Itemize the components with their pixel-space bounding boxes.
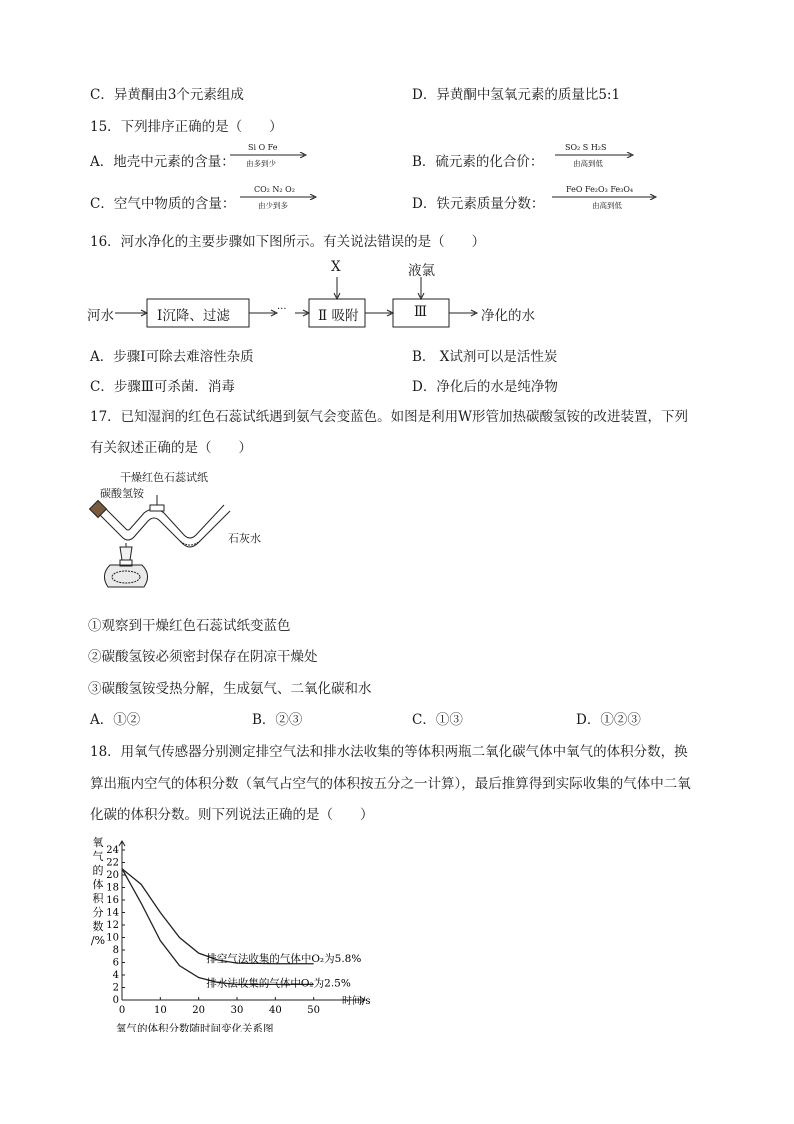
y-axis-label-char: 分 bbox=[92, 906, 104, 919]
y-tick-label: 18 bbox=[106, 882, 119, 894]
y-axis-label-char: 积 bbox=[92, 892, 104, 905]
q15-option-d bbox=[412, 192, 544, 212]
chart-svg bbox=[86, 832, 386, 1032]
flow-step3: Ⅲ bbox=[414, 304, 428, 320]
flow-reagent-cl: 液氯 bbox=[408, 263, 435, 279]
y-axis-label-char: /% bbox=[90, 934, 106, 947]
q15-a-order: 由多到少 bbox=[246, 159, 276, 168]
series-label-2: 排水法收集的气体中O₂为2.5% bbox=[206, 977, 351, 990]
x-tick-label: 40 bbox=[268, 1005, 282, 1016]
y-tick-label: 2 bbox=[112, 982, 119, 994]
q17-option-d: D．①②③ bbox=[576, 712, 641, 728]
fig-label-salt: 碳酸氢铵 bbox=[100, 487, 144, 500]
y-tick-label: 10 bbox=[106, 932, 119, 944]
q16-option-d: D．净化后的水是纯净物 bbox=[412, 379, 558, 395]
q15-c-items: CO₂ N₂ O₂ bbox=[254, 185, 295, 194]
oxygen-chart bbox=[86, 832, 386, 1032]
q18-stem-line2: 算出瓶内空气的体积分数（氧气占空气的体积按五分之一计算），最后推算得到实际收集的气体中二氧 bbox=[90, 776, 691, 792]
q15-option-b-arrow bbox=[555, 143, 637, 169]
q17-statement-1: ①观察到干燥红色石蕊试纸变蓝色 bbox=[88, 618, 291, 634]
y-tick-label: 20 bbox=[106, 870, 119, 881]
fig-label-limewater: 石灰水 bbox=[228, 532, 261, 545]
chart-title: 氧气的体积分数随时间变化关系图 bbox=[116, 1023, 274, 1032]
q15-option-d-arrow bbox=[552, 185, 660, 211]
y-tick-label: 14 bbox=[106, 907, 119, 919]
q15-d-order: 由高到低 bbox=[592, 201, 622, 210]
series-label-1: 排空气法收集的气体中O₂为5.8% bbox=[206, 952, 362, 965]
q17-statement-2: ②碳酸氢铵必须密封保存在阴凉干燥处 bbox=[88, 649, 318, 665]
flow-step1: Ⅰ沉降、过滤 bbox=[157, 308, 230, 324]
fig-label-paper: 干燥红色石蕊试纸 bbox=[120, 471, 208, 484]
series-line-1 bbox=[122, 869, 314, 964]
q15-c-order: 由少到多 bbox=[258, 201, 288, 210]
y-tick-label: 0 bbox=[112, 995, 119, 1006]
q14-option-d: D．异黄酮中氢氧元素的质量比5:1 bbox=[412, 87, 621, 103]
q15-option-a-label: A．地壳中元素的含量： bbox=[90, 154, 235, 170]
q17-stem-line1: 17．已知湿润的红色石蕊试纸遇到氨气会变蓝色。如图是利用W形管加热碳酸氢铵的改进装置，下列 bbox=[90, 409, 689, 425]
y-tick-label: 22 bbox=[106, 857, 119, 869]
q15-d-items: FeO Fe₂O₃ Fe₃O₄ bbox=[566, 185, 634, 194]
y-tick-label: 12 bbox=[106, 920, 119, 931]
y-axis-label-char: 的 bbox=[92, 864, 104, 877]
q15-option-b bbox=[412, 150, 543, 170]
q17-option-a: A．①② bbox=[90, 712, 141, 728]
q17-option-c: C．①③ bbox=[412, 712, 463, 728]
y-tick-label: 8 bbox=[112, 945, 119, 956]
q15-option-a-arrow bbox=[230, 143, 310, 169]
q16-flow-diagram bbox=[85, 255, 645, 335]
q16-option-a: A．步骤Ⅰ可除去难溶性杂质 bbox=[90, 349, 254, 365]
q15-option-d-label: D．铁元素质量分数： bbox=[412, 196, 545, 212]
flow-input: 河水 bbox=[87, 308, 114, 324]
series-line-2 bbox=[122, 869, 314, 985]
q15-option-c-arrow bbox=[240, 185, 320, 211]
q17-stem-line2: 有关叙述正确的是（ ） bbox=[90, 440, 252, 456]
q15-option-c bbox=[90, 192, 235, 212]
y-tick-label: 16 bbox=[106, 895, 119, 906]
q15-stem: 15．下列排序正确的是（ ） bbox=[90, 119, 283, 135]
y-tick-label: 6 bbox=[112, 957, 119, 969]
flow-dots: ··· bbox=[277, 304, 287, 315]
y-tick-label: 24 bbox=[106, 845, 119, 856]
q17-statement-3: ③碳酸氢铵受热分解，生成氨气、二氧化碳和水 bbox=[88, 681, 372, 697]
y-axis-label-char: 数 bbox=[92, 920, 104, 933]
x-axis-label: 时间/s bbox=[342, 996, 371, 1007]
q15-option-a bbox=[90, 150, 235, 170]
y-axis-label-char: 氧 bbox=[92, 836, 104, 849]
q15-a-items: Si O Fe bbox=[248, 143, 278, 152]
x-tick-label: 0 bbox=[118, 1005, 126, 1016]
q14-option-c: C．异黄酮由3个元素组成 bbox=[90, 87, 244, 103]
q16-stem: 16．河水净化的主要步骤如下图所示。有关说法错误的是（ ） bbox=[90, 234, 486, 250]
q16-option-c: C．步骤Ⅲ可杀菌．消毒 bbox=[90, 379, 235, 395]
q17-option-b: B．②③ bbox=[252, 712, 303, 728]
q15-b-order: 由高到低 bbox=[573, 159, 603, 168]
y-tick-label: 4 bbox=[112, 970, 119, 981]
flow-reagent-x: X bbox=[331, 259, 341, 275]
q17-apparatus-figure bbox=[80, 465, 280, 600]
x-tick-label: 10 bbox=[153, 1005, 167, 1016]
y-axis-label-char: 体 bbox=[92, 878, 104, 891]
y-axis-label-char: 气 bbox=[92, 850, 104, 863]
q18-stem-line1: 18．用氧气传感器分别测定排空气法和排水法收集的等体积两瓶二氧化碳气体中氧气的体积分数，换 bbox=[90, 744, 688, 760]
x-tick-label: 20 bbox=[192, 1005, 206, 1016]
q16-option-b: B． X试剂可以是活性炭 bbox=[412, 349, 558, 365]
x-tick-label: 30 bbox=[230, 1005, 244, 1016]
x-tick-label: 50 bbox=[307, 1005, 321, 1016]
flow-output: 净化的水 bbox=[481, 308, 535, 324]
q18-stem-line3: 化碳的体积分数。则下列说法正确的是（ ） bbox=[90, 807, 374, 823]
q15-option-b-label: B．硫元素的化合价： bbox=[412, 154, 544, 170]
q15-option-c-label: C．空气中物质的含量： bbox=[90, 196, 236, 212]
flow-step2: Ⅱ 吸附 bbox=[318, 308, 359, 324]
q15-b-items: SO₂ S H₂S bbox=[565, 143, 607, 152]
